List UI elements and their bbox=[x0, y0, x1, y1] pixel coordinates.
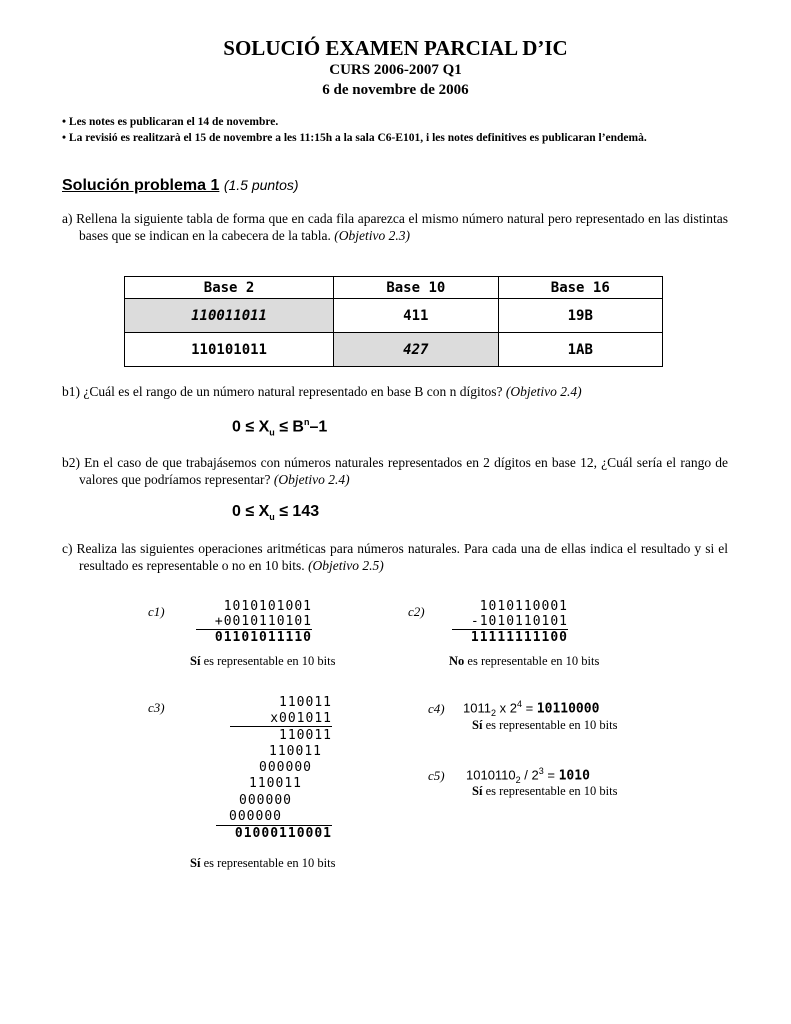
c5-result: 1010 bbox=[558, 768, 590, 784]
c2-operand-2: -1010110101 bbox=[452, 614, 568, 630]
c1-operand-1: 1010101001 bbox=[223, 599, 312, 614]
c3-operation bbox=[216, 695, 332, 843]
c1-verdict: Sí es representable en 10 bits bbox=[190, 654, 336, 668]
c1-result: 01101011110 bbox=[214, 630, 312, 645]
part-c-statement: c) Realiza las siguientes operaciones aritméticas para números naturales. Para cada una de ellas indica el resultado y si el resultado es representable o no en 10 bits. (Objetivo 2.5) bbox=[62, 541, 728, 573]
exam-date: 6 de novembre de 2006 bbox=[322, 82, 469, 98]
note-publication: • Les notes es publicaran el 14 de novembre. bbox=[62, 116, 279, 128]
section-points: (1.5 puntos) bbox=[223, 177, 299, 193]
table-cell: 411 bbox=[334, 299, 498, 333]
c2-label: c2) bbox=[408, 604, 425, 619]
c1-operand-2: +0010110101 bbox=[196, 614, 312, 630]
c3-partial: 000000 bbox=[239, 792, 292, 808]
c3-partial: 000000 bbox=[216, 809, 332, 826]
c3-operand-2: x001011 bbox=[230, 711, 332, 727]
c5-label: c5) bbox=[428, 768, 445, 783]
c2-verdict: No es representable en 10 bits bbox=[449, 654, 600, 668]
c3-partial: 110011 bbox=[279, 727, 332, 743]
header-base16: Base 16 bbox=[498, 277, 662, 299]
c1-label: c1) bbox=[148, 604, 165, 619]
course-label: CURS 2006-2007 Q1 bbox=[329, 62, 462, 78]
c4-verdict: Sí es representable en 10 bits bbox=[472, 718, 618, 732]
b1-answer: $0 \le X_u \le B^n-1$ bbox=[232, 417, 328, 438]
b2-answer: $0 \le X_u \le 143$ bbox=[232, 503, 320, 523]
c5-operation: $1010110_2 / 2^3 = 1010$ bbox=[466, 766, 590, 785]
part-a-statement: a) Rellena la siguiente tabla de forma que en cada fila aparezca el mismo número natural pero representado en las distintas bases que se indican en la cabecera de la tabla. (Objetivo 2.3) bbox=[62, 211, 728, 243]
c2-operation bbox=[452, 599, 568, 645]
c3-operand-1: 110011 bbox=[279, 695, 332, 710]
page-title: SOLUCIÓ EXAMEN PARCIAL D’IC bbox=[223, 36, 568, 60]
c3-partial: 110011 bbox=[249, 776, 302, 792]
part-b1-statement: b1) ¿Cuál es el rango de un número natural representado en base B con n dígitos? (Objetivo 2.4) bbox=[62, 384, 582, 399]
c5-verdict: Sí es representable en 10 bits bbox=[472, 784, 618, 798]
header-base2: Base 2 bbox=[125, 277, 334, 299]
note-revision: • La revisió es realitzarà el 15 de novembre a les 11:15h a la sala C6-E101, i les notes definitives es publicaran l’endemà. bbox=[62, 132, 647, 144]
header-base10: Base 10 bbox=[334, 277, 498, 299]
table-cell: 110101011 bbox=[125, 333, 334, 367]
base-conversion-table bbox=[124, 276, 663, 367]
c2-operand-1: 1010110001 bbox=[479, 599, 568, 614]
c3-result: 01000110001 bbox=[234, 826, 332, 842]
c1-operation bbox=[196, 599, 312, 645]
c3-partial: 110011 bbox=[269, 743, 322, 759]
part-b2-statement: b2) En el caso de que trabajásemos con números naturales representados en 2 dígitos en base 12, ¿Cuál sería el rango de valores que podríamos representar? (Objetivo 2.4) bbox=[62, 455, 728, 487]
c4-label: c4) bbox=[428, 701, 445, 716]
table-cell: 19B bbox=[498, 299, 662, 333]
c4-result: 10110000 bbox=[536, 701, 600, 717]
table-row bbox=[125, 333, 663, 367]
c2-result: 11111111100 bbox=[470, 630, 568, 645]
table-cell: 427 bbox=[334, 333, 498, 367]
table-cell: 110011011 bbox=[125, 299, 334, 333]
table-cell: 1AB bbox=[498, 333, 662, 367]
section-heading bbox=[62, 177, 299, 195]
table-row bbox=[125, 299, 663, 333]
c3-label: c3) bbox=[148, 700, 165, 715]
section-title: Solución problema 1 bbox=[62, 177, 220, 194]
c3-partial: 000000 bbox=[259, 760, 312, 776]
c3-verdict: Sí es representable en 10 bits bbox=[190, 856, 336, 870]
c4-operation: $1011_2$ x $2^4 = 10110000$ bbox=[463, 699, 600, 718]
